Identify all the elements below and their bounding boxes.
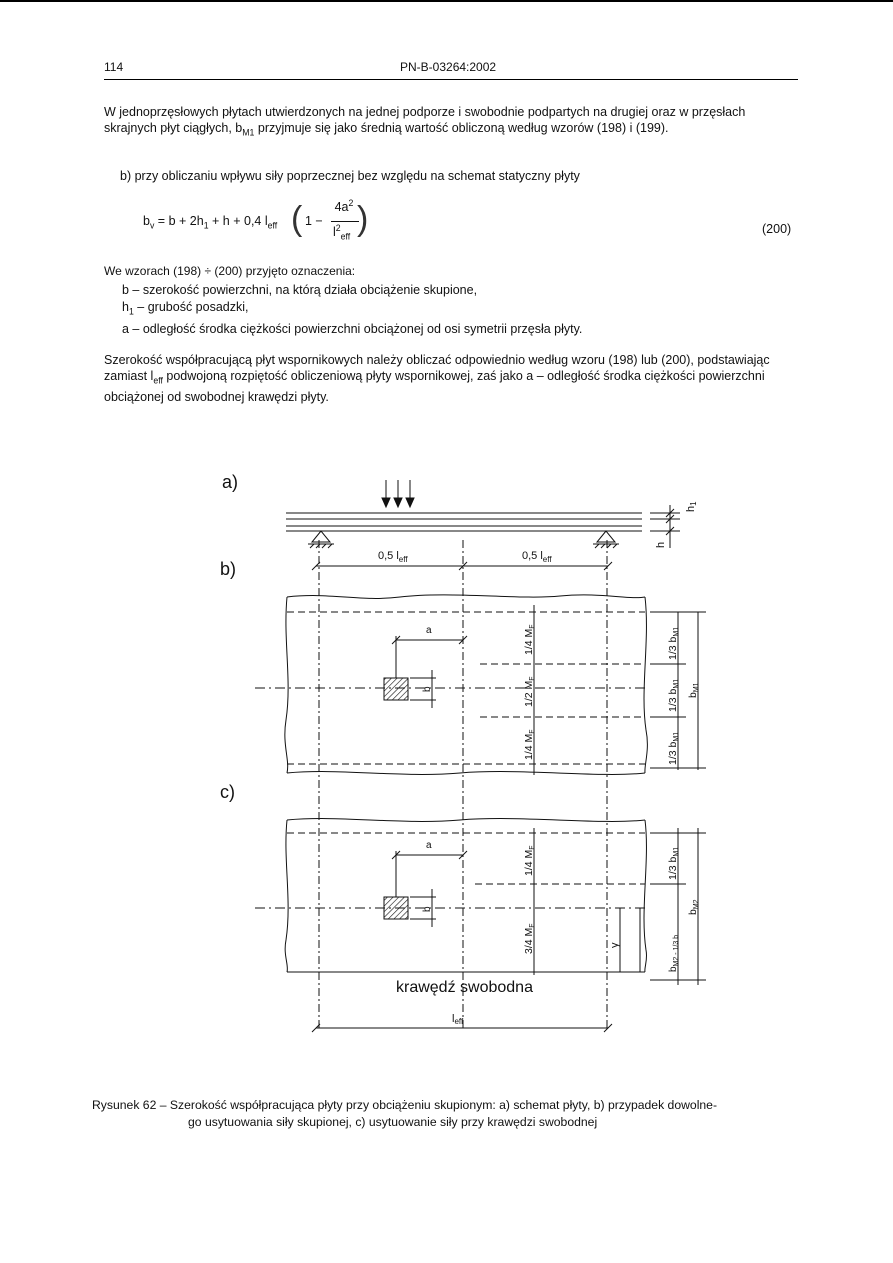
moment-half: 1/2 MF bbox=[523, 676, 536, 707]
support-right-icon bbox=[593, 531, 619, 548]
h-label: h bbox=[655, 541, 667, 548]
third-bm1-c: 1/3 bM1 bbox=[667, 846, 680, 880]
moment-quarter-top: 1/4 MF bbox=[523, 624, 536, 655]
figure-62 bbox=[0, 420, 893, 1100]
formula-denominator: $l^2_{eff}$ bbox=[333, 223, 351, 242]
dim-a-label-c: a bbox=[426, 840, 432, 851]
moment-three-quarter-c: 3/4 MF bbox=[523, 923, 536, 954]
label-c: c) bbox=[220, 782, 235, 802]
figure-caption bbox=[92, 1097, 807, 1131]
label-b: b) bbox=[220, 559, 237, 579]
caption-line-1: Rysunek 62 – Szerokość współpracująca płyty przy obciążeniu skupionym: a) schemat płyty, b) przypadek dowolne- bbox=[92, 1098, 718, 1112]
h1-label: h1 bbox=[685, 501, 698, 512]
bm2-minus-third-bm1: $b_{M2 - 1/3 b}$ bbox=[668, 934, 680, 972]
thickness-dims bbox=[650, 505, 680, 548]
bm1-label: bM1 bbox=[687, 682, 700, 698]
dim-a-label: a bbox=[426, 625, 432, 636]
definitions-list bbox=[122, 282, 582, 338]
page-number: 114 bbox=[104, 60, 124, 74]
document-id: PN-B-03264:2002 bbox=[400, 60, 497, 74]
half-span-left: 0,5 $l_{eff}$ bbox=[378, 550, 408, 564]
formula-one-minus: 1 − bbox=[305, 214, 323, 228]
left-paren: ( bbox=[291, 200, 303, 238]
axis-lines bbox=[319, 540, 607, 1030]
caption-line-2: go usytuowania siły skupionej, c) usytuowanie siły przy krawędzi swobodnej bbox=[188, 1115, 598, 1129]
third-bm1-top: 1/3 bM1 bbox=[667, 626, 680, 660]
slab-plan-b bbox=[255, 595, 647, 775]
span-dimension bbox=[312, 562, 612, 570]
paragraph-cantilever: Szerokość współpracującą płyt wspornikowych należy obliczać odpowiednio według wzoru (198) lub (200), podstawiając zamiast $l_{eff}$ podwojoną rozpiętość obliczeniową płyty wspornikowej, zaś jako a – odległość środka ciężkości powierzchni obciążonej od swobodnej krawędzi płyty. bbox=[104, 353, 770, 404]
third-bm1-mid: 1/3 bM1 bbox=[667, 678, 680, 712]
label-a: a) bbox=[222, 472, 239, 492]
dim-b-label-c: b bbox=[422, 906, 433, 912]
y-label: y bbox=[609, 942, 621, 948]
slab-beam bbox=[286, 513, 642, 531]
slab-plan-c bbox=[255, 819, 647, 975]
formula-number: (200) bbox=[762, 222, 792, 236]
paragraph-effective-width-single-span: W jednoprzęsłowych płytach utwierdzonych na jednej podporze i swobodnie podpartych na drugiej oraz w przęsłach skrajnych płyt ciągłych, $b_{M1}$ przyjmuje się jako średnią wartość obliczoną według wzorów (198) i (199). bbox=[104, 105, 746, 138]
header-rule bbox=[104, 79, 798, 80]
dim-b-label: b bbox=[422, 686, 433, 692]
support-left-icon bbox=[308, 531, 334, 548]
formula-lhs: $b_v = b + 2h_1 + h + 0,4$ $l_{eff}$ bbox=[143, 214, 278, 231]
definition-a: a – odległość środka ciężkości powierzchni obciążonej od osi symetrii przęsła płyty. bbox=[122, 321, 583, 336]
load-arrows-icon bbox=[382, 480, 414, 507]
paragraph-shear-case: b) przy obliczaniu wpływu siły poprzecznej bez względu na schemat statyczny płyty bbox=[120, 169, 580, 183]
right-paren: ) bbox=[357, 200, 369, 238]
definitions-intro: We wzorach (198) ÷ (200) przyjęto oznaczenia: bbox=[104, 264, 356, 278]
formula-200 bbox=[143, 198, 803, 246]
moment-quarter-bottom: 1/4 MF bbox=[523, 729, 536, 760]
top-border bbox=[0, 0, 893, 2]
leff-label: leff bbox=[452, 1013, 464, 1026]
third-bm1-bottom: 1/3 bM1 bbox=[667, 731, 680, 765]
formula-numerator: $4a^2$ bbox=[334, 198, 354, 215]
free-edge-label: krawędź swobodna bbox=[396, 979, 533, 996]
definition-b: b – szerokość powierzchni, na którą działa obciążenie skupione, bbox=[122, 283, 478, 297]
bm2-label: bM2 bbox=[687, 899, 700, 915]
moment-quarter-c: 1/4 MF bbox=[523, 845, 536, 876]
fraction-bar bbox=[331, 221, 359, 222]
half-span-right: 0,5 $l_{eff}$ bbox=[522, 550, 552, 564]
definition-h1: $h_1$ – grubość posadzki, bbox=[122, 300, 249, 317]
